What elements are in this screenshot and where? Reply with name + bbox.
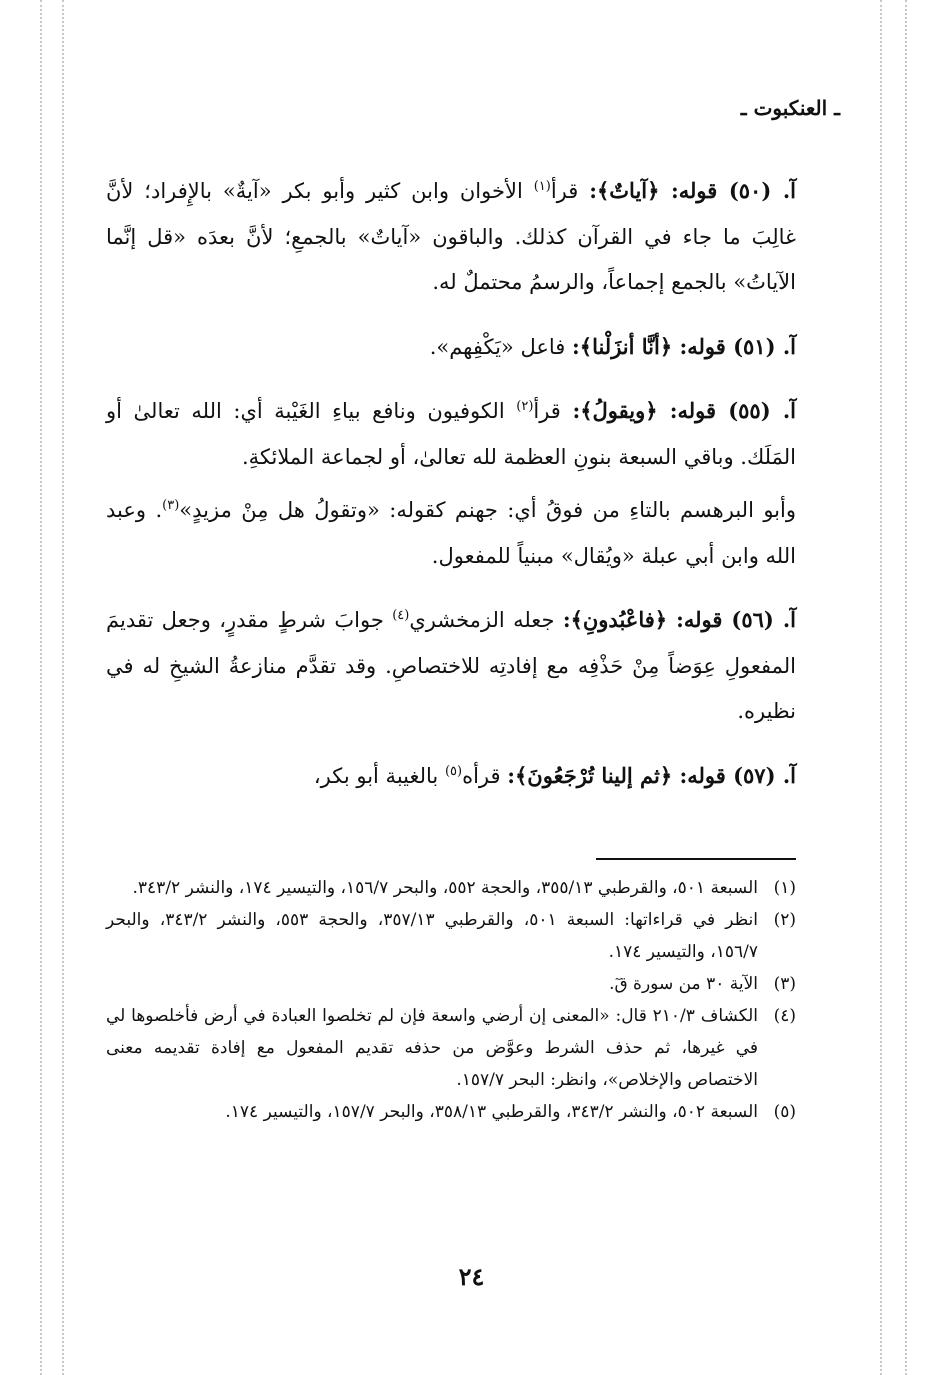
footnote-ref[interactable]: (٥): [444, 763, 463, 779]
main-text: [106, 168, 796, 817]
paragraph-text: . وعبد الله وابن أبي عبلة «ويُقال» مبنياً للمفعول.: [106, 498, 796, 568]
footnote-number: (١): [773, 878, 796, 898]
paragraph-text: وأبو البرهسم بالتاءِ من فوقُ أي: جهنم كقوله: «وتقولُ هل مِنْ مزيدٍ»: [179, 498, 796, 522]
footnote-ref[interactable]: (٣): [162, 498, 180, 513]
footnote-1: [106, 872, 796, 904]
margin-dots: [905, 0, 907, 1375]
paragraph-text: الكوفيون ونافع بياءِ الغَيْبة أي: الله تعالىٰ أو المَلَك. وباقي السبعة بنونِ العظمة لله تعالىٰ، أو لجماعة الملائكةِ.: [106, 399, 796, 469]
footnote-3: [106, 968, 796, 1000]
page-number: ٢٤: [458, 1262, 485, 1291]
footnote-text: الآية ٣٠ من سورة قٓ.: [609, 974, 758, 994]
paragraph-verse-51: [106, 324, 796, 371]
paragraph-text: قرأ: [533, 399, 561, 423]
running-header: ـ العنكبوت ـ: [740, 96, 840, 120]
footnote-number: (٣): [773, 974, 796, 994]
footnote-2: [106, 904, 796, 968]
paragraph-continuation: [106, 488, 796, 579]
verse-label: آ. (٥٥) قوله: ﴿ويقولُ﴾:: [572, 398, 796, 423]
paragraph-text: الأخوان وابن كثير وأبو بكر «آيةٌ» بالإِفراد؛ لأنَّ غالِبَ ما جاء في القرآن كذلك. والباقون «آياتٌ» بالجمعِ؛ لأنَّ بعدَه «قل إنَّما الآياتُ» بالجمع إجماعاً، والرسمُ محتملٌ له.: [106, 179, 796, 294]
footnote-separator: [596, 858, 796, 860]
paragraph-text: فاعل «يَكْفِهم».: [429, 334, 566, 359]
margin-dots: [40, 0, 42, 1375]
verse-label: آ. (٥٠) قوله: ﴿آياتٌ﴾:: [589, 178, 796, 203]
footnote-ref[interactable]: (٢): [516, 399, 534, 414]
verse-label: آ. (٥٧) قوله: ﴿ثم إلينا تُرْجَعُونَ﴾:: [507, 762, 796, 788]
footnote-text: انظر في قراءاتها: السبعة ٥٠١، والقرطبي ٣٥٧/١٣، والحجة ٥٥٣، والنشر ٣٤٣/٢، والبحر ١٥٦/٧، والتيسير ١٧٤.: [106, 910, 758, 962]
paragraph-verse-50: [106, 168, 796, 306]
paragraph-text: قرأ: [550, 179, 579, 203]
footnote-text: الكشاف ٢١٠/٣ قال: «المعنى إن أرضي واسعة فإن لم تخلصوا العبادة في أرض فأخلصوها لي في غيرها، ثم حذف الشرط وعوَّض من حذفه تقديم المفعول مع إفادة تقديمه معنى الاختصاص والإخلاص»، وانظر: البحر ١٥٧/٧.: [106, 1006, 758, 1090]
footnote-4: [106, 1000, 796, 1096]
footnote-ref[interactable]: (٤): [392, 608, 410, 623]
paragraph-verse-57: [106, 753, 796, 800]
footnote-number: (٤): [773, 1006, 796, 1026]
margin-dots: [880, 0, 882, 1375]
verse-label: آ. (٥٦) قوله: ﴿فاعْبُدونِ﴾:: [562, 607, 796, 632]
paragraph-text: جعله الزمخشري: [409, 608, 555, 632]
footnote-5: [106, 1096, 796, 1128]
footnote-number: (٢): [773, 910, 796, 930]
footnote-text: السبعة ٥٠٢، والنشر ٣٤٣/٢، والقرطبي ٣٥٨/١٣، والبحر ١٥٧/٧، والتيسير ١٧٤.: [225, 1102, 758, 1122]
verse-label: آ. (٥١) قوله: ﴿أنَّا أنزَلْنا﴾:: [572, 333, 796, 359]
paragraph-text: قرأه: [462, 763, 501, 788]
footnote-ref[interactable]: (١): [533, 179, 551, 194]
paragraph-text: بالغيبة أبو بكر،: [313, 763, 439, 788]
paragraph-verse-55: [106, 388, 796, 480]
footnote-number: (٥): [773, 1102, 796, 1122]
footnote-text: السبعة ٥٠١، والقرطبي ٣٥٥/١٣، والحجة ٥٥٢، والبحر ١٥٦/٧، والتيسير ١٧٤، والنشر ٣٤٣/٢.: [132, 878, 758, 898]
paragraph-verse-56: [106, 597, 796, 735]
footnotes: [106, 872, 796, 1128]
margin-dots: [62, 0, 64, 1375]
paragraph-text: جوابَ شرطٍ مقدرٍ، وجعل تقديمَ المفعولِ عِوَضاً مِنْ حَذْفِه مع إفادتِه للاختصاصِ. وقد تقدَّم منازعةُ الشيخِ له في نظيره.: [106, 608, 796, 723]
